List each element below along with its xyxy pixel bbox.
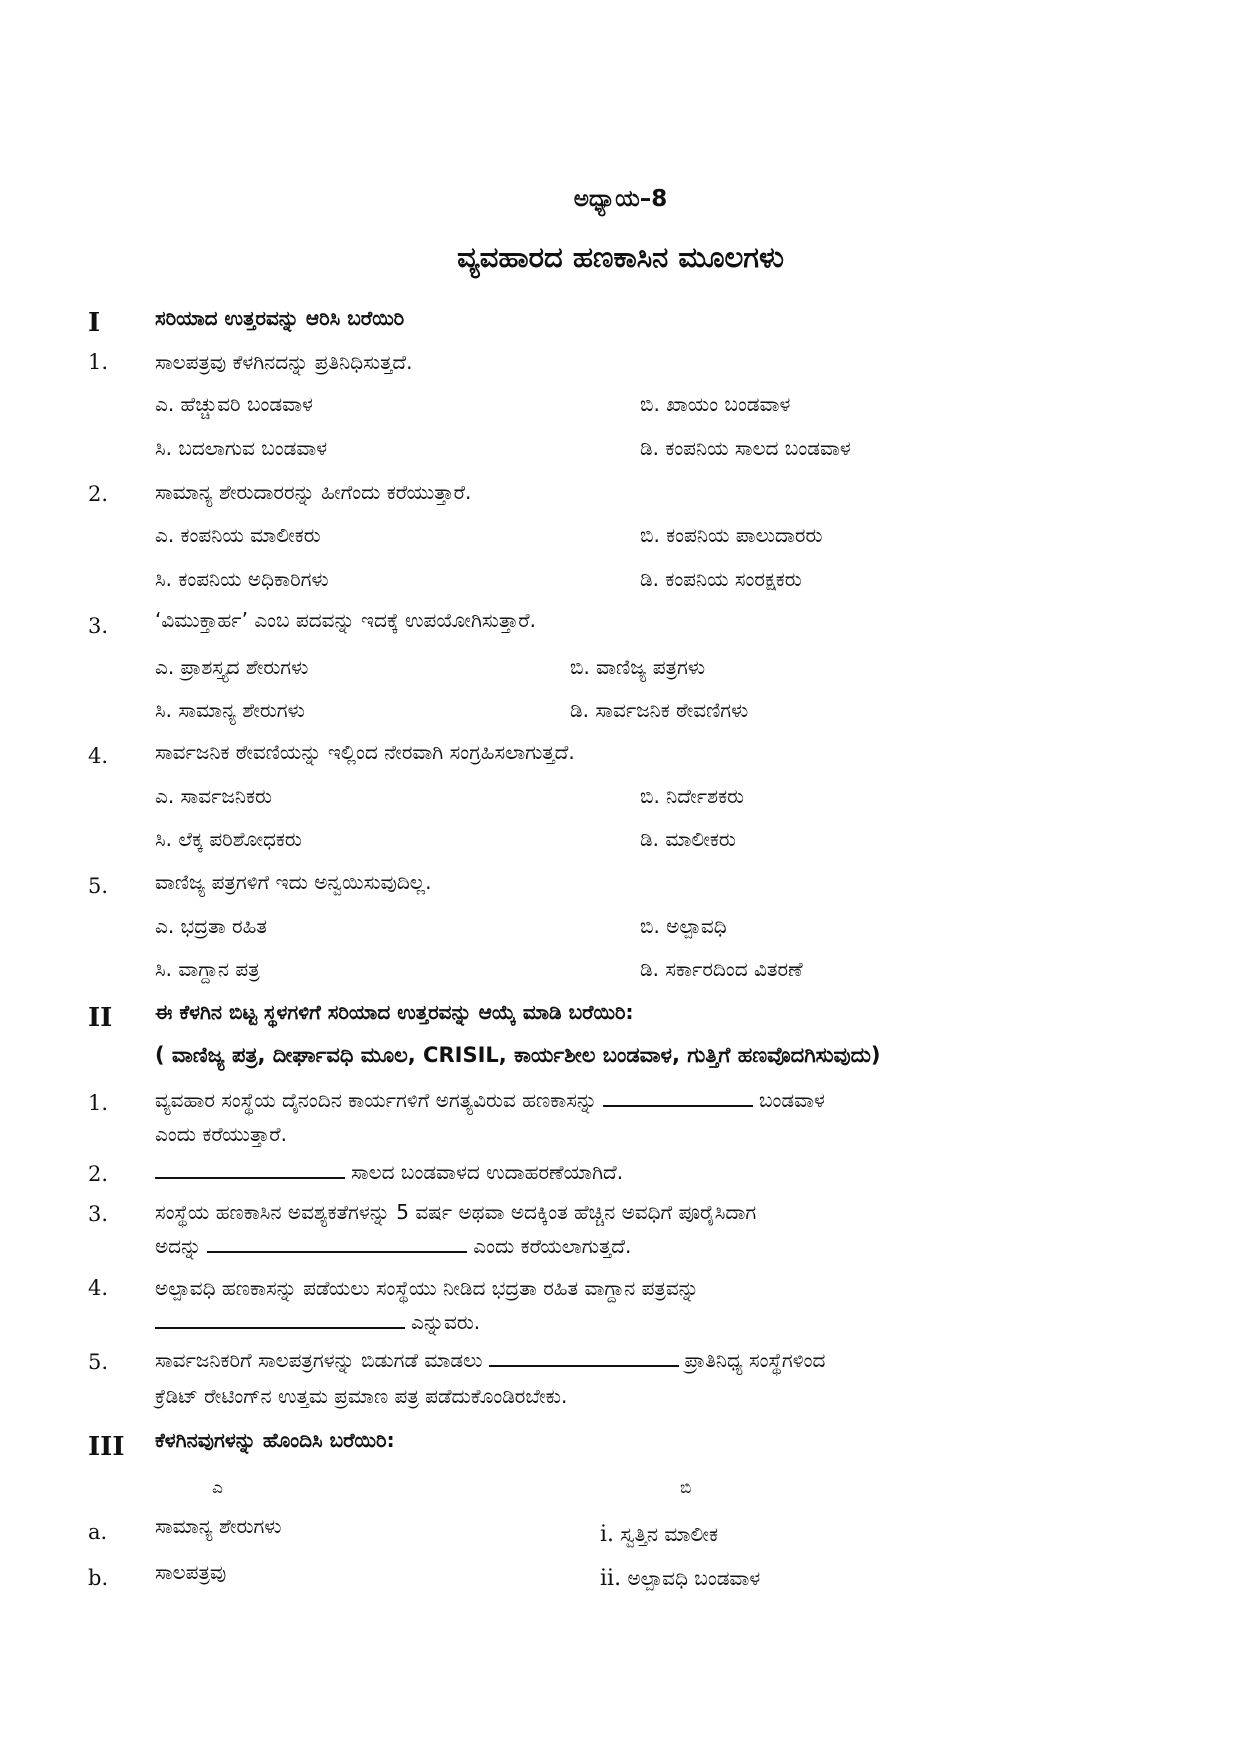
fill-4-blank (155, 1326, 405, 1329)
question-5-option-d: ಡಿ. ಸರ್ಕಾರದಿಂದ ವಿತರಣೆ (640, 957, 803, 981)
section-3-heading: ಕೆಳಗಿನವುಗಳನ್ನು ಹೊಂದಿಸಿ ಬರೆಯಿರಿ: (155, 1428, 395, 1452)
question-2-option-a: ಎ. ಕಂಪನಿಯ ಮಾಲೀಕರು (155, 523, 321, 547)
question-1-option-c: ಸಿ. ಬದಲಾಗುವ ಬಂಡವಾಳ (155, 436, 328, 460)
fill-3-line1: ಸಂಸ್ಥೆಯ ಹಣಕಾಸಿನ ಅವಶ್ಯಕತೆಗಳನ್ನು 5 ವರ್ಷ ಅಥವಾ ಅದಕ್ಕಿಂತ ಹೆಚ್ಚಿನ ಅವಧಿಗೆ ಪೂರೈಸಿದಾಗ (155, 1200, 757, 1224)
fill-5-after: ಪ್ರಾತಿನಿಧ್ಯ ಸಂಸ್ಥೆಗಳಿಂದ (684, 1348, 826, 1372)
question-1-option-d: ಡಿ. ಕಂಪನಿಯ ಸಾಲದ ಬಂಡವಾಳ (640, 436, 851, 460)
question-3-text: ‘ವಿಮುಕ್ತಾರ್ಹ’ ಎಂಬ ಪದವನ್ನು ಇದಕ್ಕೆ ಉಪಯೋಗಿಸುತ್ತಾರೆ. (155, 608, 536, 632)
question-5-text: ವಾಣಿಜ್ಯ ಪತ್ರಗಳಿಗೆ ಇದು ಅನ್ವಯಿಸುವುದಿಲ್ಲ. (155, 870, 432, 894)
section-2-numeral: II (88, 1003, 113, 1033)
question-2-option-d: ಡಿ. ಕಂಪನಿಯ ಸಂರಕ್ಷಕರು (640, 567, 802, 591)
fill-2-blank (155, 1176, 345, 1179)
fill-3-blank (207, 1250, 467, 1253)
fill-4-after: ಎನ್ನುವರು. (411, 1310, 481, 1334)
fill-1-text (155, 1088, 825, 1112)
question-4-option-b: ಬಿ. ನಿರ್ದೇಶಕರು (640, 784, 745, 808)
question-1-number: 1. (88, 350, 109, 374)
section-2-heading: ಈ ಕೆಳಗಿನ ಬಿಟ್ಟ ಸ್ಥಳಗಳಿಗೆ ಸರಿಯಾದ ಉತ್ತರವನ್ನು ಆಯ್ಕೆ ಮಾಡಿ ಬರೆಯಿರಿ: (155, 1000, 634, 1024)
match-row-b-label: b. (88, 1566, 109, 1590)
match-row-b-left: ಸಾಲಪತ್ರವು (155, 1560, 227, 1584)
question-4-option-c: ಸಿ. ಲೆಕ್ಕ ಪರಿಶೋಧಕರು (155, 827, 302, 851)
match-row-a-left: ಸಾಮಾನ್ಯ ಶೇರುಗಳು (155, 1514, 282, 1538)
question-3-option-d: ಡಿ. ಸಾರ್ವಜನಿಕ ಠೇವಣಿಗಳು (570, 698, 749, 722)
match-row-a-right-text: ಸ್ವತ್ತಿನ ಮಾಲೀಕ (620, 1522, 718, 1546)
question-3-option-c: ಸಿ. ಸಾಮಾನ್ಯ ಶೇರುಗಳು (155, 698, 305, 722)
question-3-number: 3. (88, 614, 109, 638)
fill-5-blank (489, 1364, 679, 1367)
question-3-option-a: ಎ. ಪ್ರಾಶಸ್ತ್ಯದ ಶೇರುಗಳು (155, 655, 309, 679)
fill-1-after: ಬಂಡವಾಳ (759, 1088, 825, 1112)
fill-1-line2: ಎಂದು ಕರೆಯುತ್ತಾರೆ. (155, 1122, 287, 1146)
chapter-heading: ಅಧ್ಯಾಯ–8 (573, 186, 668, 212)
fill-2-number: 2. (88, 1162, 109, 1186)
question-1-option-a: ಎ. ಹೆಚ್ಚುವರಿ ಬಂಡವಾಳ (155, 392, 313, 416)
match-row-a-roman: i. (600, 1522, 615, 1547)
fill-3-before: ಅದನ್ನು (155, 1234, 202, 1258)
fill-5-line2: ಕ್ರೆಡಿಟ್ ರೇಟಿಂಗ್‌ನ ಉತ್ತಮ ಪ್ರಮಾಣ ಪತ್ರ ಪಡೆದುಕೊಂಡಿರಬೇಕು. (155, 1384, 568, 1408)
question-2-option-c: ಸಿ. ಕಂಪನಿಯ ಅಧಿಕಾರಿಗಳು (155, 567, 329, 591)
fill-2-after: ಸಾಲದ ಬಂಡವಾಳದ ಉದಾಹರಣೆಯಾಗಿದೆ. (351, 1160, 624, 1184)
question-2-number: 2. (88, 482, 109, 506)
fill-4-number: 4. (88, 1276, 109, 1300)
page-title: ವ್ಯವಹಾರದ ಹಣಕಾಸಿನ ಮೂಲಗಳು (457, 240, 784, 274)
question-2-text: ಸಾಮಾನ್ಯ ಶೇರುದಾರರನ್ನು ಹೀಗೆಂದು ಕರೆಯುತ್ತಾರೆ. (155, 480, 472, 504)
question-2-option-b: ಬಿ. ಕಂಪನಿಯ ಪಾಲುದಾರರು (640, 523, 823, 547)
section-1-numeral: I (88, 308, 101, 338)
fill-5-number: 5. (88, 1350, 109, 1374)
fill-3-text (155, 1234, 631, 1258)
question-3-option-b: ಬಿ. ವಾಣಿಜ್ಯ ಪತ್ರಗಳು (570, 655, 706, 679)
match-row-b-roman: ii. (600, 1566, 622, 1591)
section-3-numeral: III (88, 1432, 125, 1462)
question-1-text: ಸಾಲಪತ್ರವು ಕೆಳಗಿನದನ್ನು ಪ್ರತಿನಿಧಿಸುತ್ತದೆ. (155, 350, 413, 374)
fill-1-number: 1. (88, 1091, 109, 1115)
fill-5-before: ಸಾರ್ವಜನಿಕರಿಗೆ ಸಾಲಪತ್ರಗಳನ್ನು ಬಿಡುಗಡೆ ಮಾಡಲು (155, 1348, 483, 1372)
question-4-option-a: ಎ. ಸಾರ್ವಜನಿಕರು (155, 784, 272, 808)
fill-3-number: 3. (88, 1202, 109, 1226)
match-row-a-right (600, 1522, 718, 1547)
question-5-option-b: ಬಿ. ಅಲ್ಪಾವಧಿ (640, 914, 727, 938)
fill-1-blank (603, 1104, 753, 1107)
fill-1-before: ವ್ಯವಹಾರ ಸಂಸ್ಥೆಯ ದೈನಂದಿನ ಕಾರ್ಯಗಳಿಗೆ ಅಗತ್ಯವಿರುವ ಹಣಕಾಸನ್ನು (155, 1088, 598, 1112)
fill-4-line1: ಅಲ್ಪಾವಧಿ ಹಣಕಾಸನ್ನು ಪಡೆಯಲು ಸಂಸ್ಥೆಯು ನೀಡಿದ ಭದ್ರತಾ ರಹಿತ ವಾಗ್ದಾನ ಪತ್ರವನ್ನು (155, 1276, 699, 1300)
question-4-text: ಸಾರ್ವಜನಿಕ ಠೇವಣಿಯನ್ನು ಇಲ್ಲಿಂದ ನೇರವಾಗಿ ಸಂಗ್ರಹಿಸಲಾಗುತ್ತದೆ. (155, 740, 575, 764)
question-5-number: 5. (88, 874, 109, 898)
match-row-b-right (600, 1566, 760, 1591)
fill-2-text (155, 1160, 623, 1184)
fill-3-after: ಎಂದು ಕರೆಯಲಾಗುತ್ತದೆ. (473, 1234, 632, 1258)
question-4-option-d: ಡಿ. ಮಾಲೀಕರು (640, 827, 736, 851)
question-4-number: 4. (88, 744, 109, 768)
question-5-option-a: ಎ. ಭದ್ರತಾ ರಹಿತ (155, 914, 267, 938)
fill-5-text (155, 1348, 825, 1372)
question-1-option-b: ಬಿ. ಖಾಯಂ ಬಂಡವಾಳ (640, 392, 791, 416)
match-row-b-right-text: ಅಲ್ಪಾವಧಿ ಬಂಡವಾಳ (627, 1566, 761, 1590)
question-5-option-c: ಸಿ. ವಾಗ್ದಾನ ಪತ್ರ (155, 957, 260, 981)
column-b-heading: ಬಿ (680, 1478, 692, 1498)
fill-4-text (155, 1310, 480, 1334)
match-row-a-label: a. (88, 1520, 108, 1544)
section-2-choices: ( ವಾಣಿಜ್ಯ ಪತ್ರ, ದೀರ್ಘಾವಧಿ ಮೂಲ, CRISIL, ಕಾರ್ಯಶೀಲ ಬಂಡವಾಳ, ಗುತ್ತಿಗೆ ಹಣವೊದಗಿಸುವುದು) (155, 1043, 881, 1067)
column-a-heading: ಎ (212, 1478, 223, 1498)
section-1-heading: ಸರಿಯಾದ ಉತ್ತರವನ್ನು ಆರಿಸಿ ಬರೆಯಿರಿ (155, 306, 405, 330)
